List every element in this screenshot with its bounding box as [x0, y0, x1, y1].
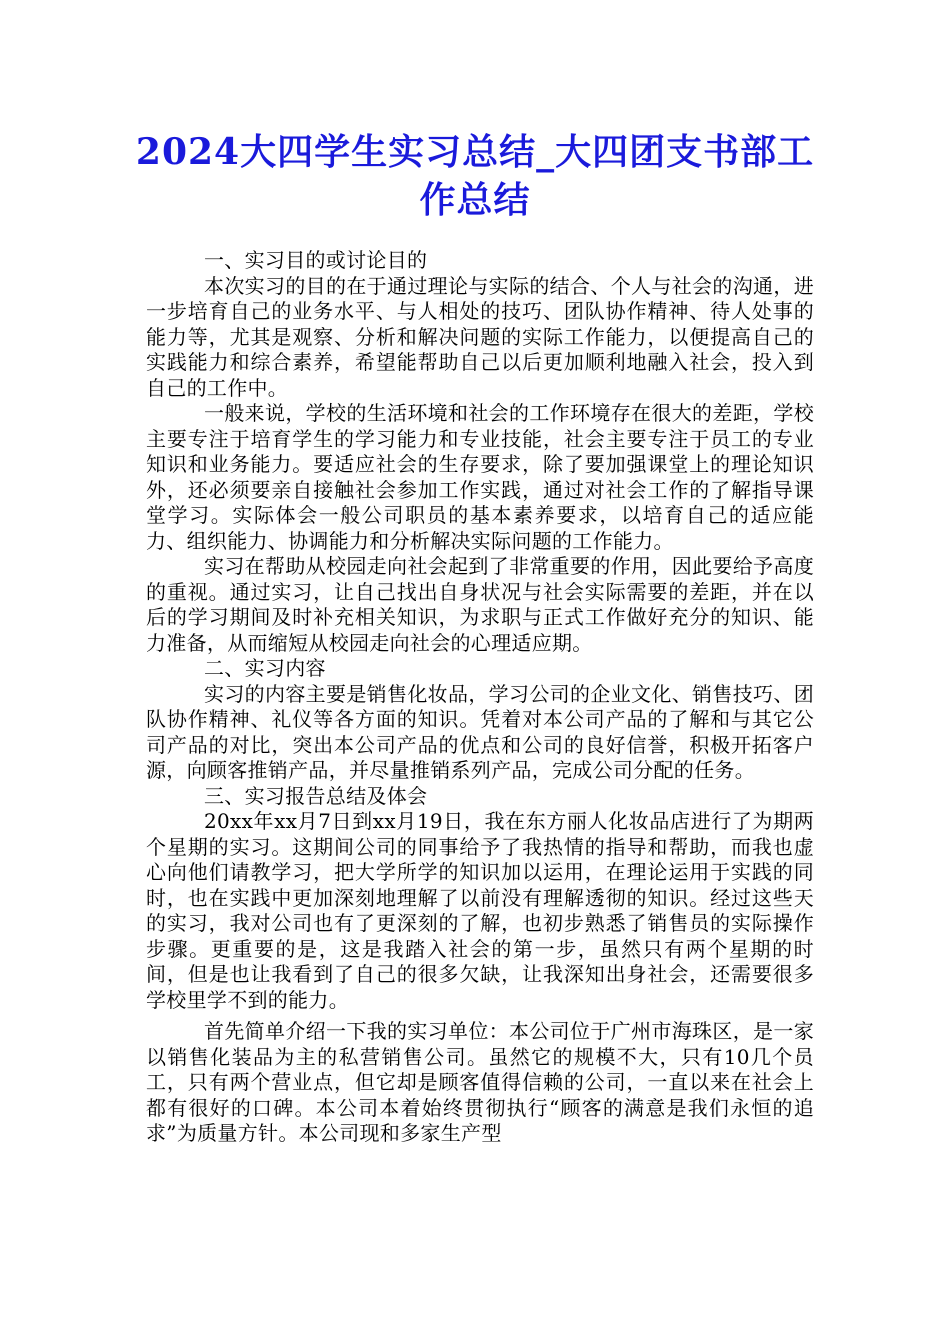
paragraph: 一般来说，学校的生活环境和社会的工作环境存在很大的差距，学校主要专注于培育学生的学习能力和专业技能，社会主要专注于员工的专业知识和业务能力。要适应社会的生存要求，除了要加强课堂上的理论知识外，还必须要亲自接触社会参加工作实践，通过对社会工作的了解指导课堂学习。实际体会一般公司职员的基本素养要求，以培育自己的适应能力、组织能力、协调能力和分析解决实际问题的工作能力。 — [146, 401, 814, 553]
document-body — [146, 248, 814, 1147]
document-title: 2024大四学生实习总结_大四团支书部工作总结 — [135, 131, 815, 221]
paragraph: 实习在帮助从校园走向社会起到了非常重要的作用，因此要给予高度的重视。通过实习，让自己找出自身状况与社会实际需要的差距，并在以后的学习期间及时补充相关知识，为求职与正式工作做好充分的知识、能力准备，从而缩短从校园走向社会的心理适应期。 — [146, 554, 814, 655]
paragraph: 实习的内容主要是销售化妆品，学习公司的企业文化、销售技巧、团队协作精神、礼仪等各方面的知识。凭着对本公司产品的了解和与其它公司产品的对比，突出本公司产品的优点和公司的良好信誉，积极开拓客户源，向顾客推销产品，并尽量推销系列产品，完成公司分配的任务。 — [146, 681, 814, 782]
paragraph: 首先简单介绍一下我的实习单位：本公司位于广州市海珠区，是一家以销售化装品为主的私营销售公司。虽然它的规模不大，只有10几个员工，只有两个营业点，但它却是顾客值得信赖的公司，一直以来在社会上都有很好的口碑。本公司本着始终贯彻执行“顾客的满意是我们永恒的追求”为质量方针。本公司现和多家生产型 — [146, 1019, 814, 1145]
section-heading-summary: 三、实习报告总结及体会 — [204, 783, 428, 808]
paragraph: 20xx年xx月7日到xx月19日，我在东方丽人化妆品店进行了为期两个星期的实习。这期间公司的同事给予了我热情的指导和帮助，而我也虚心向他们请教学习，把大学所学的知识加以运用，在理论运用于实践的同时，也在实践中更加深刻地理解了以前没有理解透彻的知识。经过这些天的实习，我对公司也有了更深刻的了解，也初步熟悉了销售员的实际操作步骤。更重要的是，这是我踏入社会的第一步，虽然只有两个星期的时间，但是也让我看到了自己的很多欠缺，让我深知出身社会，还需要很多学校里学不到的能力。 — [146, 809, 814, 1012]
section-heading-content: 二、实习内容 — [204, 656, 326, 680]
section-heading-purpose: 一、实习目的或讨论目的 — [204, 248, 428, 272]
paragraph: 本次实习的目的在于通过理论与实际的结合、个人与社会的沟通，进一步培育自己的业务水平、与人相处的技巧、团队协作精神、待人处事的能力等，尤其是观察、分析和解决问题的实际工作能力，以便提高自己的实践能力和综合素养，希望能帮助自己以后更加顺利地融入社会，投入到自己的工作中。 — [146, 273, 814, 400]
